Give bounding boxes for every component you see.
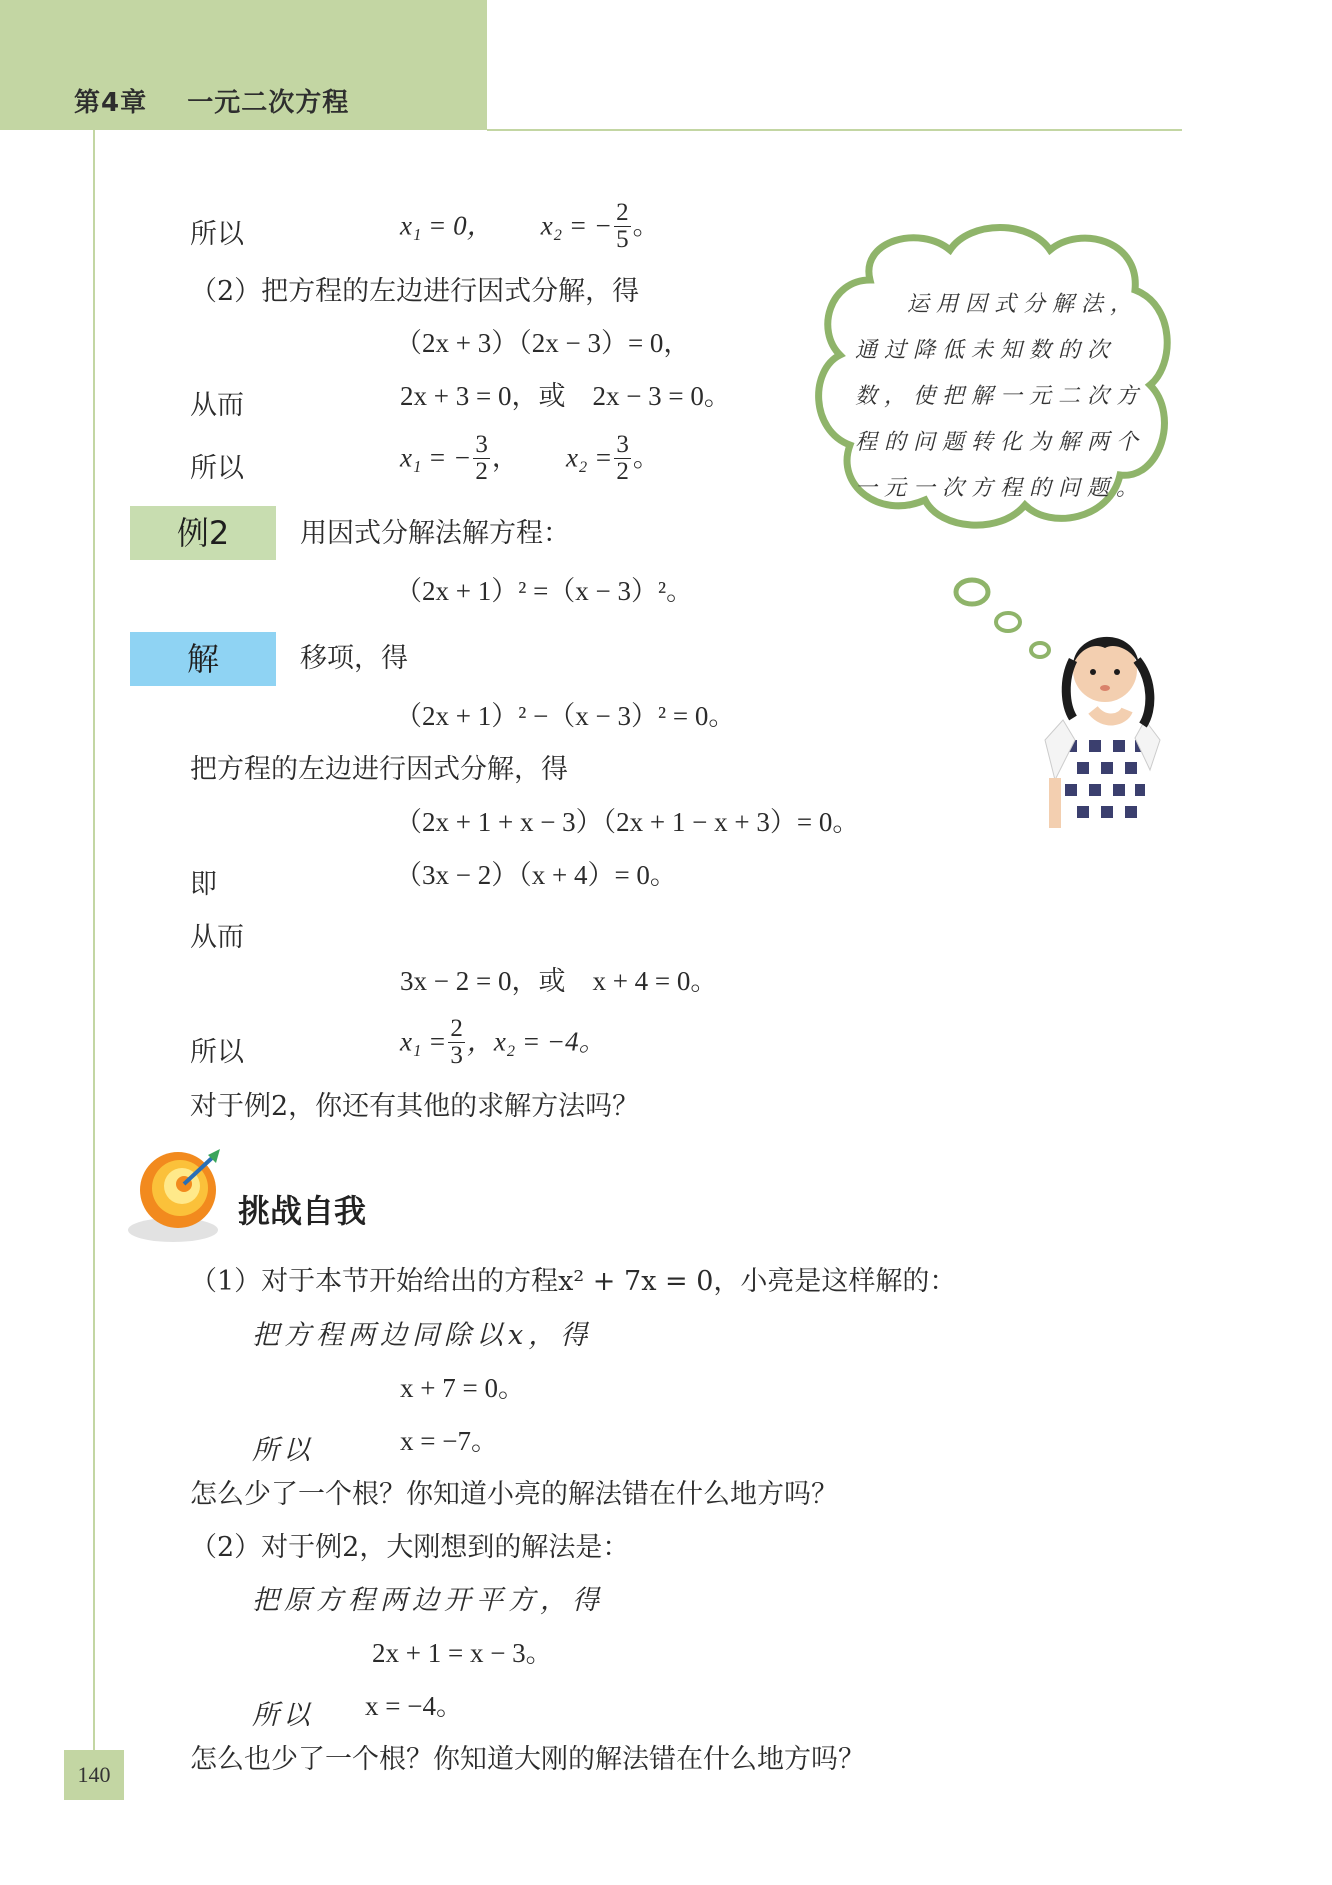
challenge-p2-intro: （2）对于例2，大刚想到的解法是： [190, 1532, 630, 1563]
solution1-result: x₁ = 0， x₂ = − $\frac{2}{5}$ 。 [400, 199, 660, 254]
solution2-step2: 把方程的左边进行因式分解，得 [190, 754, 568, 785]
part2-eq1: （2x + 3）（2x − 3）= 0， [395, 328, 691, 358]
challenge-p1-question: 怎么少了一个根？你知道小亮的解法错在什么地方吗？ [190, 1479, 838, 1510]
solution2-eq3: （3x − 2）（x + 4）= 0。 [395, 860, 677, 890]
part2-intro: （2）把方程的左边进行因式分解，得 [190, 276, 640, 307]
challenge-p2-result: x = −4。 [365, 1691, 463, 1721]
challenge-title: 挑战自我 [238, 1192, 367, 1230]
part2-eq2: 2x + 3 = 0，或 2x − 3 = 0。 [400, 381, 731, 411]
so-label: 所以 [252, 1435, 314, 1466]
cloud-line: 通过降低未知数的次 [855, 338, 1117, 363]
so-label: 所以 [252, 1700, 314, 1731]
fraction: $\frac{2}{5}$ [616, 199, 629, 254]
from-label: 从而 [190, 390, 244, 421]
solution2-eq2: （2x + 1 + x − 3）（2x + 1 − x + 3）= 0。 [395, 807, 860, 837]
header-rule [487, 129, 1182, 131]
challenge-p2-step: 把原方程两边开平方，得 [252, 1585, 604, 1616]
solution2-result: x₁ = $\frac{2}{3}$ ，x₂ = −4。 [400, 1015, 606, 1070]
target-dart-icon [128, 1145, 228, 1245]
fraction: $\frac{2}{3}$ [450, 1015, 463, 1070]
so-label: 所以 [190, 1037, 244, 1068]
challenge-p1-intro: （1）对于本节开始给出的方程x² + 7x = 0，小亮是这样解的： [190, 1266, 957, 1297]
cloud-line: 一元一次方程的问题。 [855, 476, 1146, 501]
fraction: $\frac{3}{2}$ [475, 431, 488, 486]
example-badge: 例2 [130, 506, 276, 560]
example2-equation: （2x + 1）² =（x − 3）²。 [395, 576, 694, 606]
challenge-p2-eq: 2x + 1 = x − 3。 [372, 1638, 553, 1668]
chapter-title [74, 82, 349, 119]
solution2-eq4: 3x − 2 = 0，或 x + 4 = 0。 [400, 966, 718, 996]
so-label: 所以 [190, 453, 244, 484]
so-label: 所以 [190, 219, 244, 250]
solution2-question: 对于例2，你还有其他的求解方法吗？ [190, 1091, 640, 1122]
cloud-line: 程的问题转化为解两个 [855, 430, 1146, 455]
girl-thinking-icon [1035, 610, 1165, 835]
margin-rule [93, 130, 95, 1750]
fraction: $\frac{3}{2}$ [616, 431, 629, 486]
challenge-p1-step: 把方程两边同除以x，得 [252, 1320, 593, 1351]
challenge-p1-result: x = −7。 [400, 1426, 498, 1456]
example2-prompt: 用因式分解法解方程： [300, 518, 570, 549]
from-label: 从而 [190, 922, 244, 953]
solution-badge: 解 [130, 632, 276, 686]
chapter-name: 一元二次方程 [187, 88, 350, 118]
part2-result: x₁ = − $\frac{3}{2}$ ， x₂ = $\frac{3}{2}$ 。 [400, 431, 660, 486]
solution2-step1: 移项，得 [300, 643, 408, 674]
chapter-number: 第4章 [74, 88, 148, 118]
challenge-p1-eq: x + 7 = 0。 [400, 1373, 525, 1403]
challenge-p2-question: 怎么也少了一个根？你知道大刚的解法错在什么地方吗？ [190, 1744, 865, 1775]
page-number: 140 [64, 1750, 124, 1800]
cloud-text [855, 282, 1155, 512]
solution2-eq1: （2x + 1）² −（x − 3）² = 0。 [395, 701, 736, 731]
cloud-line: 数，使把解一元二次方 [855, 384, 1146, 409]
ji-label: 即 [190, 869, 217, 900]
cloud-line: 运用因式分解法， [907, 292, 1140, 317]
